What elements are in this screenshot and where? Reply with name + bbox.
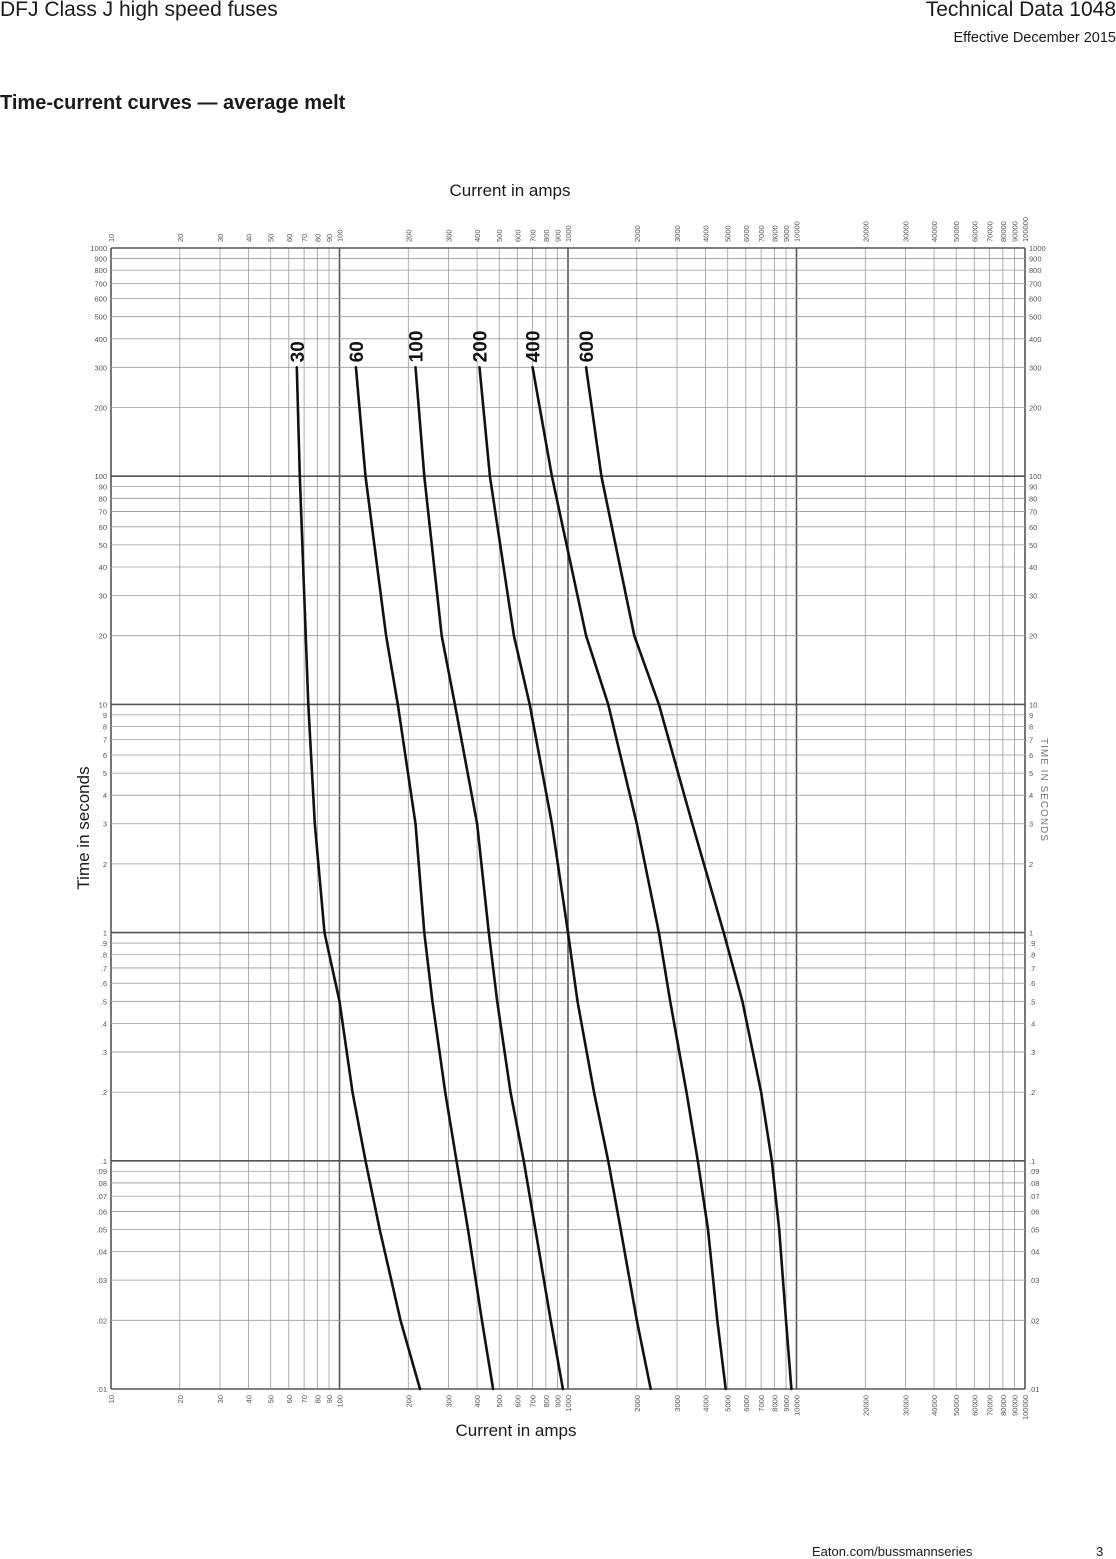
x-tick-label-top: 400 — [473, 229, 483, 242]
y-tick-label-left: .6 — [100, 979, 107, 989]
x-tick-label-bottom: 400 — [473, 1395, 483, 1408]
y-tick-label-right: 40 — [1029, 563, 1038, 573]
y-tick-label-left: 30 — [98, 591, 107, 601]
x-tick-label-bottom: 10000 — [792, 1395, 802, 1416]
doc-title: DFJ Class J high speed fuses — [0, 0, 278, 21]
y-tick-label-right: 400 — [1029, 334, 1042, 344]
curve-label-60: 60 — [346, 341, 368, 363]
curve-60 — [356, 367, 493, 1389]
y-tick-label-right: .6 — [1029, 979, 1036, 989]
y-tick-label-right: 20 — [1029, 631, 1038, 641]
y-tick-label-right: 4 — [1029, 791, 1034, 801]
y-tick-label-left: .3 — [100, 1047, 107, 1057]
x-tick-label-top: 40 — [244, 233, 254, 242]
x-tick-label-bottom: 70 — [300, 1395, 310, 1404]
y-tick-label-right: .04 — [1029, 1247, 1040, 1257]
y-tick-label-right: .1 — [1029, 1156, 1036, 1166]
x-tick-label-top: 70000 — [985, 221, 995, 242]
y-axis-title: Time in seconds — [74, 766, 93, 890]
x-tick-label-top: 60000 — [970, 221, 980, 242]
y-tick-label-left: .04 — [96, 1247, 107, 1257]
x-tick-label-bottom: 20 — [175, 1395, 185, 1404]
x-tick-label-top: 50000 — [952, 221, 962, 242]
x-tick-label-top: 800 — [541, 229, 551, 242]
y-tick-label-right: .2 — [1029, 1088, 1036, 1098]
x-tick-label-bottom: 80000 — [998, 1395, 1008, 1416]
x-tick-label-bottom: 50 — [266, 1395, 276, 1404]
x-tick-label-bottom: 40 — [244, 1395, 254, 1404]
y-tick-label-left: .02 — [96, 1316, 107, 1326]
y-tick-label-right: 90 — [1029, 482, 1038, 492]
y-tick-label-left: 5 — [102, 769, 107, 779]
x-tick-label-top: 10000 — [792, 221, 802, 242]
y-tick-label-left: .9 — [100, 939, 107, 949]
y-tick-label-right: .05 — [1029, 1225, 1040, 1235]
y-tick-label-left: 200 — [94, 403, 107, 413]
x-tick-label-top: 20000 — [861, 221, 871, 242]
y-tick-label-right: .01 — [1029, 1385, 1040, 1394]
y-tick-label-left: 100 — [94, 472, 107, 482]
x-tick-label-bottom: 70000 — [985, 1395, 995, 1416]
x-tick-label-bottom: 60000 — [970, 1395, 980, 1416]
x-tick-label-top: 100 — [335, 229, 345, 242]
y-tick-label-left: .06 — [96, 1207, 107, 1217]
y-tick-label-left: 60 — [98, 522, 107, 532]
y-tick-label-left: 90 — [98, 482, 107, 492]
x-tick-label-top: 900 — [553, 229, 563, 242]
y-tick-label-left: .07 — [96, 1192, 107, 1202]
x-tick-label-bottom: 5000 — [723, 1395, 733, 1412]
y-tick-label-right: 80 — [1029, 494, 1038, 504]
y-tick-label-right: .5 — [1029, 997, 1036, 1007]
y-tick-label-left: 50 — [98, 540, 107, 550]
y-tick-label-left: .01 — [96, 1385, 107, 1394]
y-tick-label-right: 5 — [1029, 769, 1034, 779]
y-tick-label-left: 70 — [98, 507, 107, 517]
x-tick-label-bottom: 6000 — [741, 1395, 751, 1412]
y-tick-label-right: 1000 — [1029, 244, 1046, 253]
y-tick-label-right: .8 — [1029, 950, 1036, 960]
curve-100 — [416, 367, 563, 1389]
y-tick-label-right: 200 — [1029, 403, 1042, 413]
y-tick-label-left: .5 — [100, 997, 107, 1007]
y-tick-label-right: 7 — [1029, 735, 1034, 745]
x-tick-label-top: 30 — [216, 233, 226, 242]
chart-grid — [111, 248, 1025, 1389]
y-tick-label-right: 6 — [1029, 751, 1034, 761]
y-tick-label-left: 800 — [94, 266, 107, 276]
y-tick-label-right: 70 — [1029, 507, 1038, 517]
curve-label-100: 100 — [406, 330, 428, 363]
curve-200 — [480, 367, 651, 1389]
x-tick-label-top: 4000 — [701, 225, 711, 242]
y-tick-label-left: 500 — [94, 312, 107, 322]
x-tick-label-bottom: 200 — [404, 1395, 414, 1408]
x-tick-label-bottom: 60 — [284, 1395, 294, 1404]
y-tick-label-left: 900 — [94, 254, 107, 264]
x-tick-label-bottom: 50000 — [952, 1395, 962, 1416]
y-axis-title-right: TIME IN SECONDS — [1038, 738, 1049, 842]
x-tick-label-bottom: 9000 — [782, 1395, 792, 1412]
y-tick-label-right: 600 — [1029, 294, 1042, 304]
x-tick-label-top: 700 — [528, 229, 538, 242]
x-tick-label-bottom: 100000 — [1021, 1395, 1030, 1421]
y-tick-label-left: 9 — [102, 710, 107, 720]
x-tick-label-top: 7000 — [757, 225, 767, 242]
y-tick-label-right: .09 — [1029, 1167, 1040, 1177]
y-tick-label-right: 3 — [1029, 819, 1034, 829]
x-tick-label-top: 50 — [266, 233, 276, 242]
y-tick-label-left: 10 — [98, 700, 107, 710]
y-tick-label-left: 700 — [94, 279, 107, 289]
y-tick-label-right: 30 — [1029, 591, 1038, 601]
curve-400 — [533, 367, 726, 1389]
x-tick-label-top: 90 — [325, 233, 335, 242]
y-tick-label-right: .06 — [1029, 1207, 1040, 1217]
y-tick-label-right: .4 — [1029, 1019, 1036, 1029]
y-tick-label-right: .08 — [1029, 1178, 1040, 1188]
y-tick-label-left: 3 — [102, 819, 107, 829]
page-number: 3 — [1096, 1544, 1104, 1559]
x-tick-label-top: 6000 — [741, 225, 751, 242]
y-tick-label-right: .07 — [1029, 1192, 1040, 1202]
y-tick-label-left: .8 — [100, 950, 107, 960]
y-tick-label-right: 800 — [1029, 266, 1042, 276]
curve-label-600: 600 — [577, 330, 599, 363]
x-tick-label-top: 2000 — [632, 225, 642, 242]
curve-label-400: 400 — [523, 330, 545, 363]
y-tick-label-left: .03 — [96, 1276, 107, 1286]
y-tick-label-left: 40 — [98, 563, 107, 573]
y-tick-label-right: .3 — [1029, 1047, 1036, 1057]
y-tick-label-left: .7 — [100, 963, 107, 973]
x-tick-label-top: 5000 — [723, 225, 733, 242]
x-tick-label-top: 8000 — [770, 225, 780, 242]
chart-curves — [297, 367, 792, 1389]
y-tick-label-left: 1000 — [90, 244, 107, 253]
x-tick-label-top: 300 — [444, 229, 454, 242]
x-tick-label-top: 70 — [300, 233, 310, 242]
y-tick-label-right: 1 — [1029, 928, 1034, 938]
x-tick-label-top: 40000 — [930, 221, 940, 242]
y-tick-label-left: .2 — [100, 1088, 107, 1098]
x-tick-label-bottom: 4000 — [701, 1395, 711, 1412]
y-tick-label-right: .9 — [1029, 939, 1036, 949]
x-tick-label-bottom: 800 — [541, 1395, 551, 1408]
y-tick-label-right: 900 — [1029, 254, 1042, 264]
y-tick-label-left: .1 — [100, 1156, 107, 1166]
x-tick-label-bottom: 30 — [216, 1395, 226, 1404]
y-tick-label-right: 8 — [1029, 722, 1034, 732]
y-tick-label-left: 8 — [102, 722, 107, 732]
y-tick-label-left: 6 — [102, 751, 107, 761]
curve-600 — [586, 367, 791, 1389]
y-tick-label-right: 60 — [1029, 522, 1038, 532]
footer-url: Eaton.com/bussmannseries — [812, 1544, 973, 1559]
x-tick-label-bottom: 10 — [107, 1395, 116, 1404]
y-tick-label-left: 300 — [94, 363, 107, 373]
x-tick-label-top: 9000 — [782, 225, 792, 242]
x-tick-label-bottom: 100 — [335, 1395, 345, 1408]
y-tick-label-right: .03 — [1029, 1276, 1040, 1286]
y-tick-label-left: 600 — [94, 294, 107, 304]
x-tick-label-top: 60 — [284, 233, 294, 242]
x-tick-label-bottom: 90000 — [1010, 1395, 1020, 1416]
x-tick-label-top: 200 — [404, 229, 414, 242]
x-tick-label-top: 30000 — [901, 221, 911, 242]
x-tick-label-top: 10 — [107, 233, 116, 242]
x-tick-label-bottom: 80 — [313, 1395, 323, 1404]
x-tick-label-bottom: 40000 — [930, 1395, 940, 1416]
x-tick-label-top: 80000 — [998, 221, 1008, 242]
y-tick-label-right: 500 — [1029, 312, 1042, 322]
x-tick-label-bottom: 2000 — [632, 1395, 642, 1412]
x-tick-label-bottom: 90 — [325, 1395, 335, 1404]
y-tick-label-left: 7 — [102, 735, 107, 745]
x-axis-title-top: Current in amps — [449, 181, 571, 200]
y-tick-label-left: .4 — [100, 1019, 107, 1029]
x-tick-label-top: 90000 — [1010, 221, 1020, 242]
x-tick-label-bottom: 3000 — [673, 1395, 683, 1412]
x-tick-label-bottom: 300 — [444, 1395, 454, 1408]
y-tick-label-right: .02 — [1029, 1316, 1040, 1326]
x-tick-label-bottom: 700 — [528, 1395, 538, 1408]
y-tick-label-left: .05 — [96, 1225, 107, 1235]
x-tick-label-top: 80 — [313, 233, 323, 242]
y-tick-label-left: 4 — [102, 791, 107, 801]
section-title: Time-current curves — average melt — [0, 92, 346, 114]
x-tick-label-bottom: 1000 — [564, 1395, 573, 1412]
curve-label-30: 30 — [287, 341, 309, 363]
y-tick-label-right: 700 — [1029, 279, 1042, 289]
y-tick-label-left: 400 — [94, 334, 107, 344]
y-tick-label-right: 10 — [1029, 700, 1038, 710]
x-axis-title-bottom: Current in amps — [455, 1421, 577, 1440]
y-tick-label-left: 1 — [102, 928, 107, 938]
x-tick-label-top: 100000 — [1021, 216, 1030, 242]
y-tick-label-right: 2 — [1029, 859, 1034, 869]
x-tick-label-bottom: 7000 — [757, 1395, 767, 1412]
curve-label-200: 200 — [470, 330, 492, 363]
x-tick-label-top: 600 — [513, 229, 523, 242]
curve-30 — [297, 367, 420, 1389]
y-tick-label-left: .09 — [96, 1167, 107, 1177]
y-tick-label-left: 2 — [102, 859, 107, 869]
y-tick-label-left: .08 — [96, 1178, 107, 1188]
x-tick-label-top: 1000 — [564, 225, 573, 242]
y-tick-label-right: 300 — [1029, 363, 1042, 373]
x-tick-label-bottom: 600 — [513, 1395, 523, 1408]
x-tick-label-bottom: 8000 — [770, 1395, 780, 1412]
x-tick-label-top: 500 — [495, 229, 505, 242]
effective-date: Effective December 2015 — [953, 30, 1116, 46]
y-tick-label-left: 80 — [98, 494, 107, 504]
x-tick-label-top: 3000 — [673, 225, 683, 242]
doc-number: Technical Data 1048 — [925, 0, 1116, 21]
chart-curve-labels — [288, 331, 598, 363]
y-tick-label-left: 20 — [98, 631, 107, 641]
y-tick-label-right: .7 — [1029, 963, 1036, 973]
x-tick-label-bottom: 500 — [495, 1395, 505, 1408]
x-tick-label-bottom: 30000 — [901, 1395, 911, 1416]
y-tick-label-right: 9 — [1029, 710, 1034, 720]
x-tick-label-bottom: 900 — [553, 1395, 563, 1408]
x-tick-label-bottom: 20000 — [861, 1395, 871, 1416]
y-tick-label-right: 100 — [1029, 472, 1042, 482]
y-tick-label-right: 50 — [1029, 540, 1038, 550]
x-tick-label-top: 20 — [175, 233, 185, 242]
